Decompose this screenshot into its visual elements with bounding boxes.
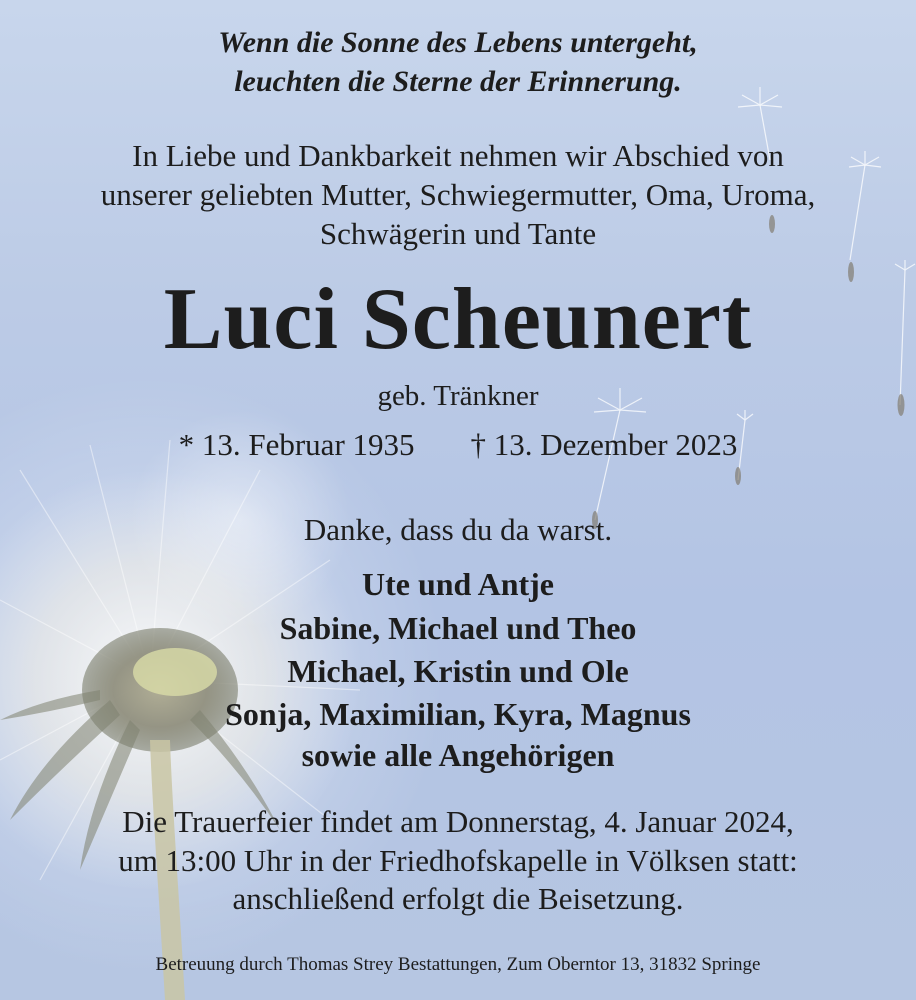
mourner-line-4: Sonja, Maximilian, Kyra, Magnus <box>225 696 691 732</box>
intro-line-1: In Liebe und Dankbarkeit nehmen wir Abschied von <box>132 138 784 173</box>
deceased-name: Luci Scheunert <box>163 271 753 368</box>
intro-line-3: Schwägerin und Tante <box>319 216 597 251</box>
funeral-home-footer: Betreuung durch Thomas Strey Bestattungen, Zum Oberntor 13, 31832 Springe <box>155 954 761 975</box>
life-dates <box>0 426 916 464</box>
mourner-line-2: Sabine, Michael und Theo <box>279 610 637 646</box>
motto-line-2: leuchten die Sterne der Erinnerung. <box>234 65 682 98</box>
thanks-line: Danke, dass du da warst. <box>303 512 613 547</box>
service-line-1: Die Trauerfeier findet am Donnerstag, 4. Januar 2024, <box>122 804 794 839</box>
motto-line-1: Wenn die Sonne des Lebens untergeht, <box>218 26 698 59</box>
birth-name: geb. Tränkner <box>377 380 539 412</box>
mourner-line-3: Michael, Kristin und Ole <box>287 653 629 689</box>
birth-date: * 13. Februar 1935 <box>178 427 415 462</box>
mourner-line-1: Ute und Antje <box>361 566 554 602</box>
death-date: † 13. Dezember 2023 <box>470 427 738 462</box>
mourner-line-5: sowie alle Angehörigen <box>301 737 615 773</box>
service-line-2: um 13:00 Uhr in der Friedhofskapelle in Völksen statt: <box>118 843 798 878</box>
intro-line-2: unserer geliebten Mutter, Schwiegermutter, Oma, Uroma, <box>100 177 816 212</box>
service-line-3: anschließend erfolgt die Beisetzung. <box>232 881 684 916</box>
